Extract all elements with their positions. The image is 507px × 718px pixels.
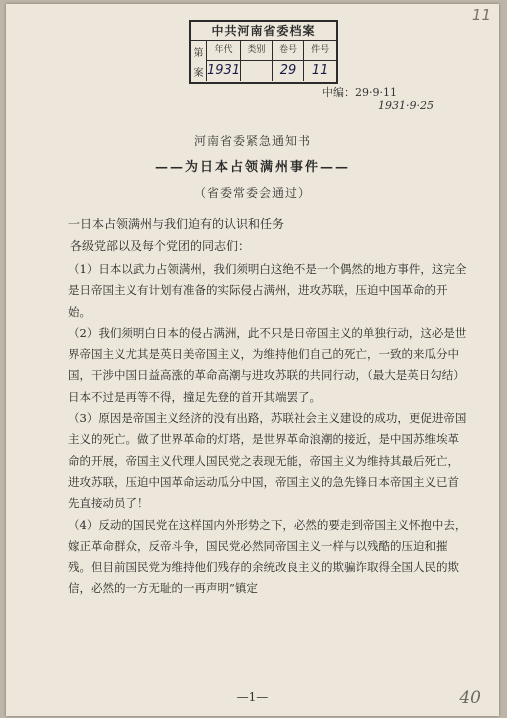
- corner-mark: 11: [471, 6, 491, 24]
- paragraph-1: （1）日本以武力占领满州，我们须明白这绝不是一个偶然的地方事件，这完全是日帝国主义有计划有准备的实际侵占满州，进攻苏联，压迫中国革命的开始。: [68, 262, 467, 319]
- stamp-value-year: 1931: [207, 61, 241, 81]
- stamp-title: 中共河南省委档案: [191, 22, 336, 41]
- stamp-value-volume: 29: [273, 61, 305, 81]
- stamp-header-item: 件号: [304, 41, 336, 61]
- archive-stamp: [189, 20, 338, 84]
- paragraph-4: （4）反动的国民党在这样国内外形势之下，必然的要走到帝国主义怀抱中去，嫁正革命群众，反帝斗争，国民党必然同帝国主义一样与以残酷的压迫和摧残。但目前国民党为维持他们残存的余统改良主义的欺骗诈取得全国人民的欺信，必然的一方无耻的一再声明”镇定: [68, 517, 467, 596]
- stamp-value-category: [241, 61, 273, 81]
- document-title: 河南省委紧急通知书: [193, 134, 311, 148]
- body-text: [68, 259, 468, 600]
- stamp-header-year: 年代: [207, 41, 241, 61]
- stamp-side: 第 案: [191, 41, 207, 81]
- section-heading: ⼀日本占领满州与我们迫有的认识和任务: [68, 217, 285, 231]
- page-number: —1—: [236, 690, 269, 704]
- document-note: （省委常委会通过）: [193, 186, 311, 200]
- typed-date: 中编：29·9·11: [322, 86, 397, 99]
- document-page: [6, 4, 499, 716]
- salutation: 各级党部以及每个党团的同志们：: [70, 239, 251, 253]
- stamp-header-volume: 卷号: [273, 41, 305, 61]
- document-subtitle: ——为日本占领满州事件——: [154, 160, 350, 175]
- stamp-header-category: 类别: [241, 41, 273, 61]
- folio-number: 40: [459, 688, 481, 708]
- paragraph-2: （2）我们须明白日本的侵占满洲，此不只是日帝国主义的单独行动，这必是世界帝国主义尤其是英日美帝国主义，为维持他们自己的死亡，一致的来瓜分中国，干涉中国日益高涨的革命高潮与进攻苏联的共同行动，（最大是英日勾结）日本不过是再等不得，撞足先登的首开其端罢了。: [68, 325, 467, 404]
- paragraph-3: （3）原因是帝国主义经济的没有出路，苏联社会主义建设的成功，更促进帝国主义的死亡。做了世界革命的灯塔，是世界革命浪潮的接近，是中国苏维埃革命的开展，帝国主义代理人国民党之表现无能，帝国主义为维持其最后死亡，进攻苏联，压迫中国革命运动瓜分中国，帝国主义的急先锋日本帝国主义已首先直接动员了！: [68, 411, 467, 511]
- handwritten-date: 1931·9·25: [378, 99, 434, 112]
- stamp-value-item: 11: [311, 63, 329, 78]
